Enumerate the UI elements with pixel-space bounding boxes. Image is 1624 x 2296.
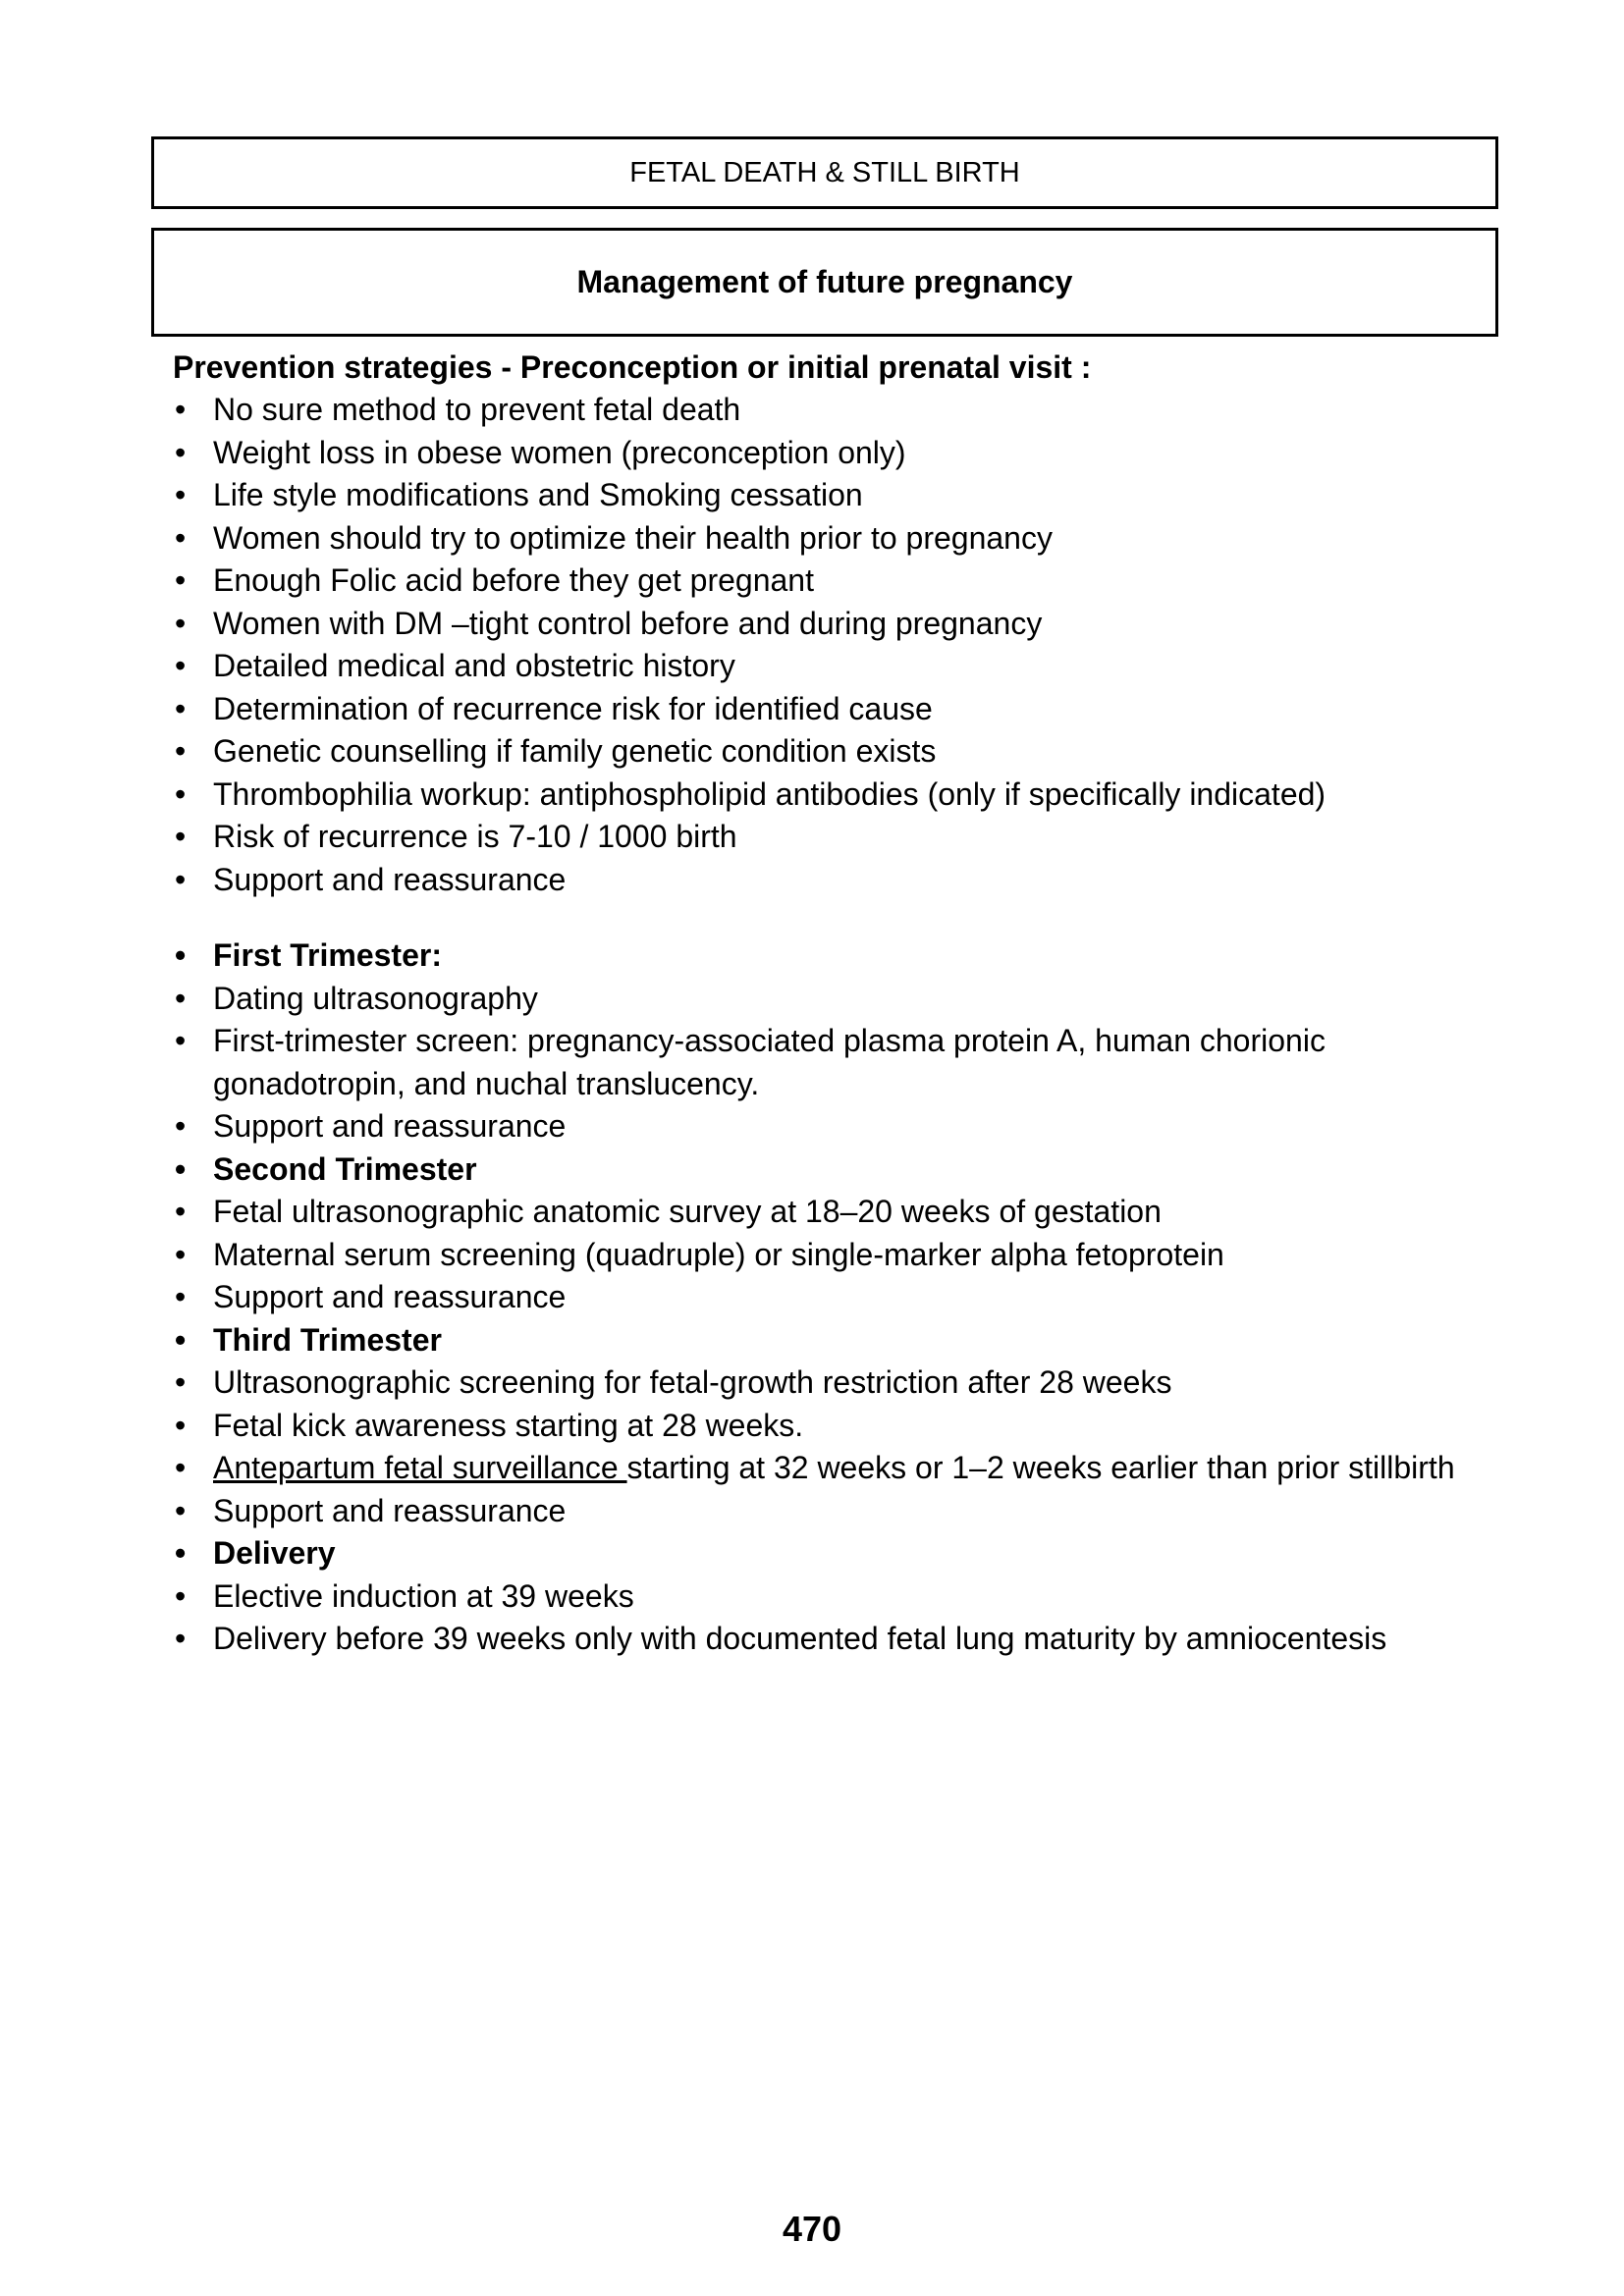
third-trimester-heading: • Third Trimester xyxy=(173,1319,1479,1362)
second-trimester-heading: • Second Trimester xyxy=(173,1148,1479,1192)
list-item: • Support and reassurance xyxy=(173,1276,1479,1319)
list-item: • Life style modifications and Smoking cessation xyxy=(173,474,1479,517)
list-item: • Risk of recurrence is 7-10 / 1000 birth xyxy=(173,816,1479,859)
delivery-heading: • Delivery xyxy=(173,1532,1479,1575)
list-item: • Support and reassurance xyxy=(173,1105,1479,1148)
prevention-list xyxy=(173,389,1479,901)
list-item: • Dating ultrasonography xyxy=(173,978,1479,1021)
list-item: • Enough Folic acid before they get pregnant xyxy=(173,560,1479,603)
list-item-surveillance xyxy=(173,1447,1479,1490)
list-item: • Women should try to optimize their health prior to pregnancy xyxy=(173,517,1479,561)
subtitle-box xyxy=(151,228,1498,337)
list-item: • First-trimester screen: pregnancy-associated plasma protein A, human chorionic gonadotropin, and nuchal translucency. xyxy=(173,1020,1479,1105)
subtitle: Management of future pregnancy xyxy=(576,264,1073,299)
section-title-box xyxy=(151,136,1498,209)
list-item: • Delivery before 39 weeks only with documented fetal lung maturity by amniocentesis xyxy=(173,1618,1479,1661)
list-item: • Detailed medical and obstetric history xyxy=(173,645,1479,688)
surveillance-text: starting at 32 weeks or 1–2 weeks earlier than prior stillbirth xyxy=(626,1450,1455,1485)
list-item: • Thrombophilia workup: antiphospholipid antibodies (only if specifically indicated) xyxy=(173,774,1479,817)
section-title: FETAL DEATH & STILL BIRTH xyxy=(629,156,1020,188)
list-item: • Fetal ultrasonographic anatomic survey at 18–20 weeks of gestation xyxy=(173,1191,1479,1234)
list-item: • Support and reassurance xyxy=(173,859,1479,902)
antepartum-surveillance-link: Antepartum fetal surveillance xyxy=(213,1450,627,1485)
list-item: • Genetic counselling if family genetic condition exists xyxy=(173,730,1479,774)
first-trimester-heading: • First Trimester: xyxy=(173,934,1479,978)
list-item: • Women with DM –tight control before and during pregnancy xyxy=(173,603,1479,646)
list-item: • Fetal kick awareness starting at 28 weeks. xyxy=(173,1405,1479,1448)
list-item: • Maternal serum screening (quadruple) or single-marker alpha fetoprotein xyxy=(173,1234,1479,1277)
list-item: • Determination of recurrence risk for identified cause xyxy=(173,688,1479,731)
list-item: • Support and reassurance xyxy=(173,1490,1479,1533)
list-item: • No sure method to prevent fetal death xyxy=(173,389,1479,432)
prevention-heading: Prevention strategies - Preconception or initial prenatal visit : xyxy=(173,349,1092,385)
trimester-list xyxy=(173,934,1479,1661)
list-item: • Weight loss in obese women (preconception only) xyxy=(173,432,1479,475)
page-number: 470 xyxy=(782,2209,842,2249)
list-item: • Ultrasonographic screening for fetal-growth restriction after 28 weeks xyxy=(173,1362,1479,1405)
list-item: • Elective induction at 39 weeks xyxy=(173,1575,1479,1619)
